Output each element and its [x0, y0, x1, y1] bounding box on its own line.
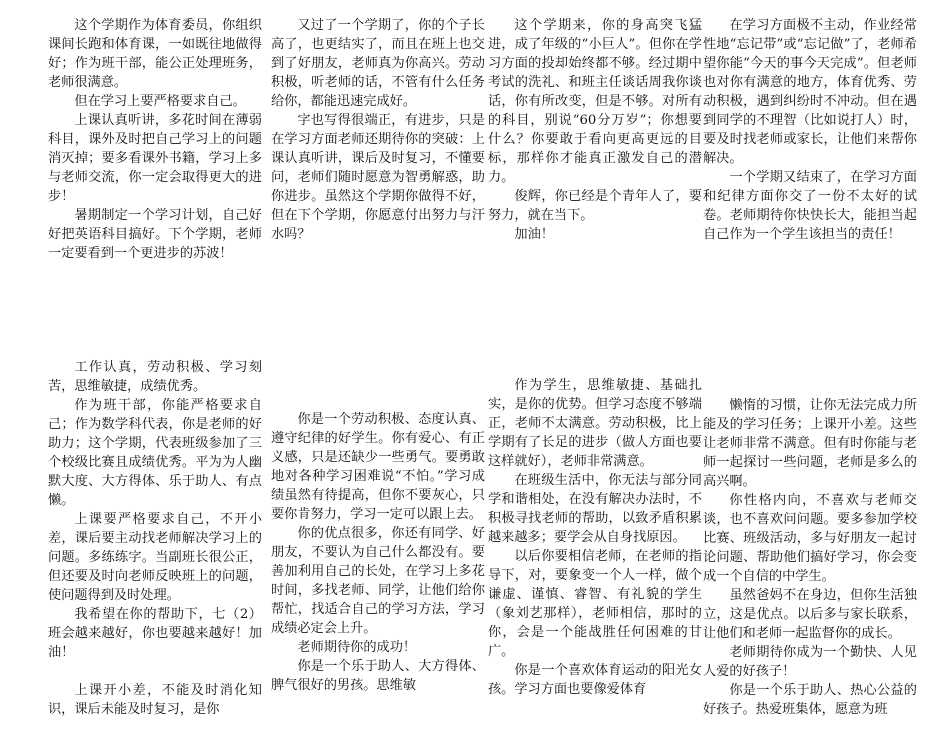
paragraph: 一个学期又结束了，在学习方面和纪律方面你交了一份不太好的试卷。老师期待你快快长大，能担当起自己作为一个学生该担当的责任！: [703, 170, 917, 242]
paragraph: 工作认真，劳动积极、学习刻苦，思维敏捷，成绩优秀。: [48, 360, 262, 394]
paragraph: 俊辉，你已经是个青年人了，要努力，就在当下。: [488, 189, 702, 223]
paragraph: 字也写得很端正，有进步，只是在学习方面老师还期待你的突破：上课认真听讲，课后及时复习，不懂要问，老师们随时愿意为智勇解惑，助你进步。虽然这个学期你做得不好，但在下个学期，你愿意付出努力与汗水吗？: [271, 113, 485, 242]
paragraph: 这个学期来，你的身高突飞猛进，成了年级的“小巨人”。但你在学习方面的投却始终都不够。经过期中考试的洗礼、和班主任谈话周我你谈话，你有所改变，但是不够。对所有的科目，别说“60分万岁”；你想要什么？你要敢于看向更高更远的目标，那样你才能真正激发自己的潜力。: [488, 18, 702, 185]
comment-column-7: [488, 376, 702, 699]
comment-column-4: [703, 16, 917, 244]
comment-column-5: [48, 358, 262, 719]
paragraph: 你是一个乐于助人、热心公益的好孩子。热爱班集体，愿意为班: [703, 683, 917, 717]
paragraph: 以后你要相信老师，在老师的指导下，对，要象变一个人一样，做个谦虚、谨慎、睿智、有礼貌的学生（象刘艺那样），老师相信，那时的你，会是一个能战胜任何困难的甘广。: [488, 549, 702, 659]
paragraph: 你是一个喜欢体育运动的阳光女孩。学习方面也要像爱体育: [488, 663, 702, 697]
paragraph: 加油！: [514, 227, 554, 242]
paragraph: 我希望在你的帮助下，七（2）班会越来越好，你也要越来越好！加油！: [48, 607, 262, 660]
comment-column-3: [488, 16, 702, 244]
paragraph: 你是一个乐于助人、大方得体、脾气很好的男孩。思维敏: [271, 659, 485, 693]
comment-column-2: [271, 16, 485, 244]
paragraph: 在学习方面极不主动，作业经常性地“忘记带”或“忘记做”了，老师希望你能“今天的事今天完成”。但老师也对你有满意的地方，体育优秀、劳动积极，遇到纠纷时不冲动。但在遇到同学的不理智（比如说打人）时，要及时找老师或家长，让他们来帮你解决。: [703, 18, 917, 166]
paragraph: 作为班干部，你能严格要求自己；作为数学科代表，你是老师的好助力；这个学期，代表班级参加了三个校级比赛且成绩优秀。平为为人幽默大度、大方得体、乐于助人、有点懒。: [48, 398, 262, 508]
paragraph: 虽然爸妈不在身边，但你生活独立，这是优点。以后多与家长联系，让他们和老师一起监督你的成长。: [703, 588, 917, 641]
paragraph: 在班级生活中，你无法与部分同学和谐相处，在没有解决办法时，不积极寻找老师的帮助，以致矛盾积累越来越多；要学会从自身找原因。: [488, 473, 702, 545]
paragraph: 你性格内向，不喜欢与老师交谈，也不喜欢问问题。要多参加学校比赛、班级活动，多与好朋友一起讨论问题、帮助他们搞好学习，你会变成一个自信的中学生。: [703, 493, 917, 584]
paragraph: 懒惰的习惯，让你无法完成力所能及的学习任务；上课开小差。这些让老师非常不满意。但有时你能与老师一起探讨一些问题，老师是多么的高兴啊。: [703, 398, 917, 489]
paragraph: 上课认真听讲，多花时间在薄弱科目，课外及时把自己学习上的问题消灭掉；要多看课外书籍，学习上多与老师交流，你一定会取得更大的进步！: [48, 113, 262, 204]
comment-column-6: [271, 410, 485, 695]
paragraph: 老师期待你的成功！: [297, 640, 417, 655]
paragraph: 上课要严格要求自己，不开小差，课后要主动找老师解决学习上的问题。多练练字。当副班长很公正，但还要及时向老师反映班上的问题，使问题得到及时处理。: [48, 512, 262, 603]
paragraph: 老师期待你成为一个勤快、人见人爱的好孩子！: [703, 645, 917, 679]
paragraph-gap: [48, 662, 262, 681]
paragraph: 你是一个劳动积极、态度认真、遵守纪律的好学生。你有爱心、有正义感，只是还缺少一些勇气。要勇敢地对各种学习困难说“不怕。”学习成绩虽然有待提高，但你不要灰心，只要你肯努力，学习一定可以跟上去。: [271, 412, 485, 522]
paragraph: 暑期制定一个学习计划，自己好好把英语科目搞好。下个学期，老师一定要看到一个更进步的苏波！: [48, 208, 262, 261]
paragraph: 又过了一个学期了，你的个子长高了，也更结实了，而且在班上也交到了好朋友，老师真为你高兴。劳动积极，听老师的话，不管有什么任务给你，都能迅速完成好。: [271, 18, 485, 109]
paragraph: 这个学期作为体育委员，你组织课间长跑和体育课，一如既往地做得好；作为班干部，能公正处理班务，老师很满意。: [48, 18, 262, 90]
paragraph: 你的优点很多，你还有同学、好朋友，不要认为自己什么都没有。要善加利用自己的长处，在学习上多花时间，多找老师、同学，让他们给你帮忙，找适合自己的学习方法，学习成绩必定会上升。: [271, 526, 485, 636]
paragraph: 作为学生，思维敏捷、基础扎实，是你的优势。但学习态度不够端正，老师不太满意。劳动积极，比上学期有了长足的进步（做人方面也要这样就好），老师非常满意。: [488, 378, 702, 469]
paragraph: 但在学习上要严格要求自己。: [74, 94, 246, 109]
comment-column-1: [48, 16, 262, 263]
comment-column-8: [703, 396, 917, 719]
paragraph: 上课开小差，不能及时消化知识，课后未能及时复习，是你: [48, 683, 262, 717]
